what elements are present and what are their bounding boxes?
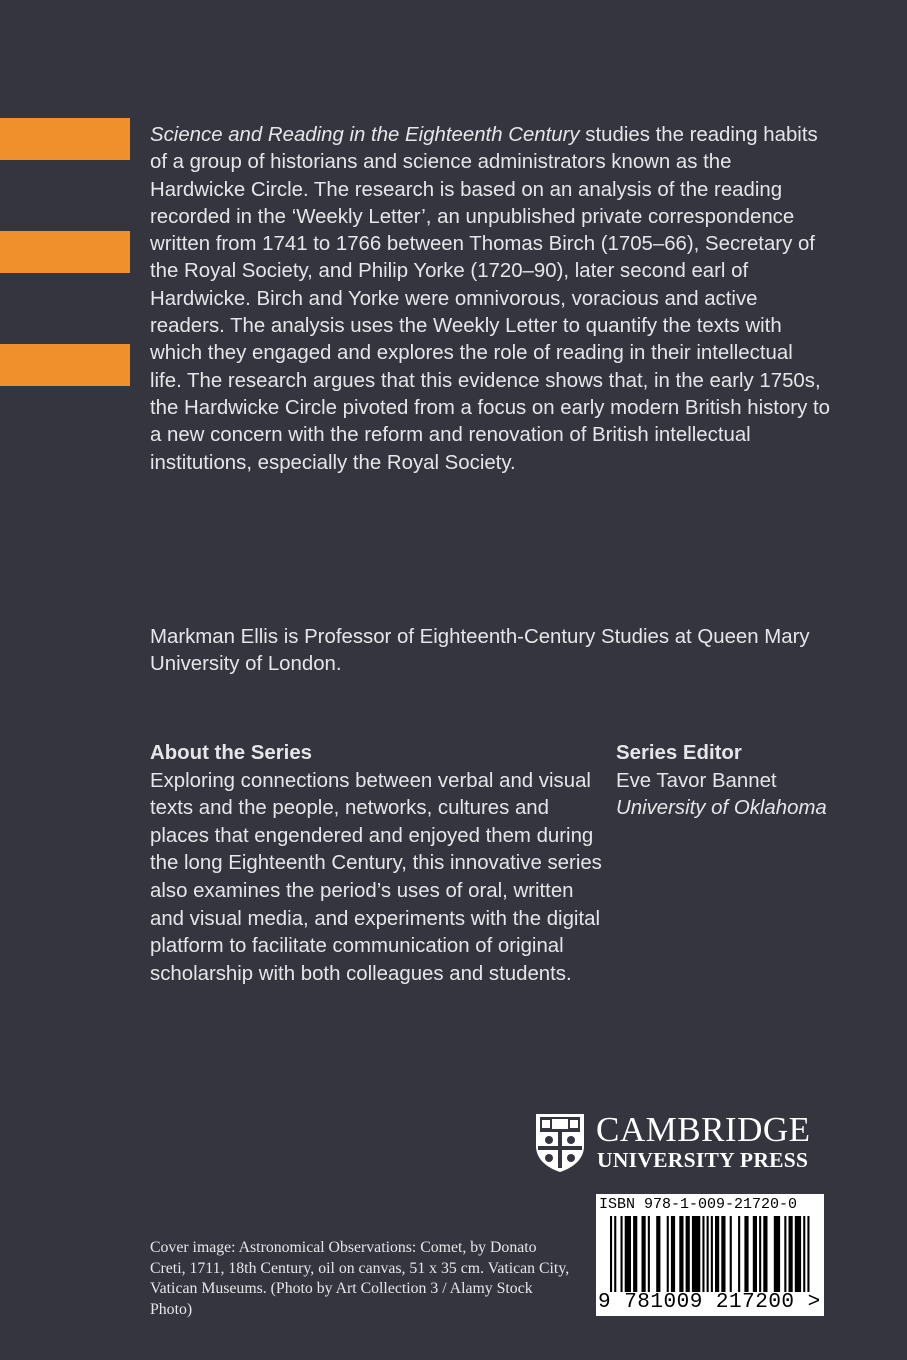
isbn-label: ISBN 978-1-009-21720-0 — [599, 1196, 798, 1213]
barcode-bar — [753, 1216, 757, 1292]
book-title: Science and Reading in the Eighteenth Century — [150, 124, 580, 146]
barcode-bar — [667, 1216, 669, 1292]
barcode-bar — [803, 1216, 805, 1292]
barcode-bar — [721, 1216, 725, 1292]
barcode-bar — [633, 1216, 637, 1292]
series-info — [150, 740, 605, 988]
barcode-bar — [759, 1216, 761, 1292]
barcode-bars — [608, 1216, 813, 1292]
barcode-digits: 9 781009 217200 > — [598, 1291, 821, 1314]
blurb-text: studies the reading habits of a group of historians and science administrators known as the Hardwicke Circle. The research is based on an analysis of the reading recorded in the ‘Weekly Letter’, an unpublished private correspondence written from 1741 to 1766 between Thomas Birch (1705–66), Secretary of the Royal Society, and Philip Yorke (1720–90), later second earl of Hardwicke. Birch and Yorke were omnivorous, voracious and active readers. The analysis uses the Weekly Letter to quantify the texts with which they engaged and explores the role of reading in their intellectual life. The research argues that this evidence shows that, in the early 1750s, the Hardwicke Circle pivoted from a focus on early modern British history to a new concern with the reform and renovation of British intellectual institutions, especially the Royal Society. — [150, 124, 830, 474]
series-editor — [616, 740, 846, 823]
barcode-bar — [621, 1216, 623, 1292]
barcode-bar — [795, 1216, 801, 1292]
barcode-bar — [656, 1216, 660, 1292]
author-bio: Markman Ellis is Professor of Eighteenth-Century Studies at Queen Mary University of London. — [150, 626, 810, 676]
series-heading: About the Series — [150, 742, 313, 764]
barcode-bar — [702, 1216, 704, 1292]
barcode-bar — [763, 1216, 767, 1292]
barcode-bar — [730, 1216, 732, 1292]
cambridge-crest-icon — [534, 1112, 586, 1174]
accent-bar-bottom — [0, 344, 130, 386]
barcode-bar — [715, 1216, 719, 1292]
series-description: Exploring connections between verbal and visual texts and the people, networks, cultures and places that engendered and enjoyed them during the long Eighteenth Century, this innovative series also examines the period’s uses of oral, written and visual media, and experiments with the digital platform to facilitate communication of original scholarship with both colleagues and students. — [150, 769, 602, 985]
book-blurb — [150, 122, 830, 477]
barcode-bar — [686, 1216, 690, 1292]
barcode-bar — [789, 1216, 793, 1292]
barcode-bar — [648, 1216, 650, 1292]
barcode-bar — [679, 1216, 683, 1292]
barcode-bar — [774, 1216, 780, 1292]
editor-institution: University of Oklahoma — [616, 797, 827, 820]
barcode-bar — [744, 1216, 748, 1292]
accent-bar-middle — [0, 231, 130, 273]
barcode-bar — [610, 1216, 612, 1292]
barcode-bar — [625, 1216, 631, 1292]
barcode-bar — [642, 1216, 646, 1292]
publisher-logo — [534, 1112, 834, 1176]
editor-name: Eve Tavor Bannet — [616, 769, 777, 792]
barcode-bar — [614, 1216, 616, 1292]
barcode-bar — [707, 1216, 709, 1292]
barcode-bar — [671, 1216, 675, 1292]
barcode-bar — [738, 1216, 740, 1292]
accent-bar-top — [0, 118, 130, 160]
barcode-bar — [711, 1216, 713, 1292]
barcode-bar — [692, 1216, 700, 1292]
cover-image-credit: Cover image: Astronomical Observations: Comet, by Donato Creti, 1711, 18th Century, oil on canvas, 51 x 35 cm. Vatican City, Vatican Museums. (Photo by Art Collection 3 / Alamy Stock Photo) — [150, 1239, 570, 1318]
editor-heading: Series Editor — [616, 742, 742, 764]
barcode-bar — [807, 1216, 809, 1292]
publisher-subname: UNIVERSITY PRESS — [597, 1148, 809, 1172]
publisher-name: CAMBRIDGE — [596, 1110, 811, 1149]
barcode-bar — [784, 1216, 786, 1292]
isbn-barcode — [596, 1194, 824, 1316]
